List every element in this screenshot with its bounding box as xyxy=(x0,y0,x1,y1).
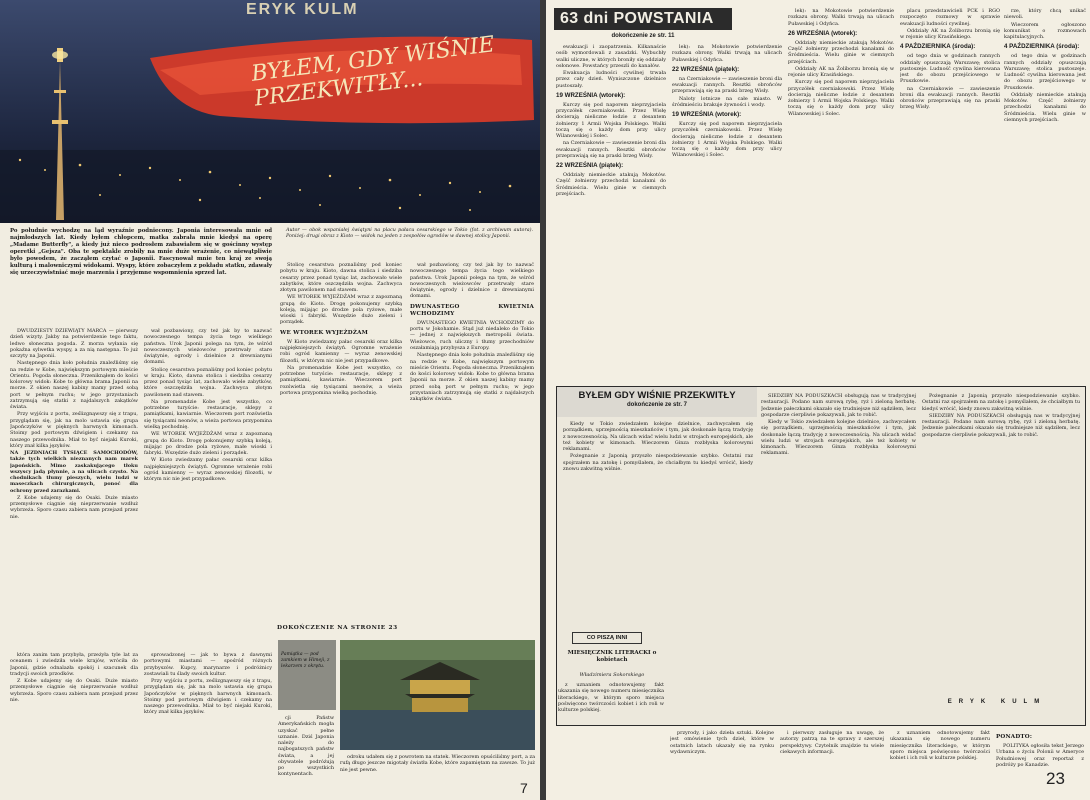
right-column-2 xyxy=(672,44,782,379)
box-column-2 xyxy=(761,393,916,653)
column-1 xyxy=(10,328,138,648)
paragraph: od tego dnia w godzinach rannych oddziały opuszczają Warszawę; stolica pustoszeje. Ludność cywilna kierowana jest do obozu przejściowego w Pruszkowie. xyxy=(1004,53,1086,91)
kyoto-photo xyxy=(340,640,535,750)
paragraph: na Czerniakowie — zawieszenie broni dla ewakuacji rannych. Resztki obrońców przeprawiają się na praski brzeg Wisły. xyxy=(672,75,782,95)
date-heading: 4 PAŹDZIERNIKA (środa): xyxy=(1004,43,1080,51)
paragraph: odroku udałem się z powrotem na statek. Wieczorem opuściliśmy port, a za rufą długo jeszcze migotały światła Kobe, które zapamiętam na zawsze. To już nie jest pewne. xyxy=(340,754,535,773)
article-title: BYŁEM, GDY WIŚNIE PRZEKWITŁY... xyxy=(250,32,496,112)
column-3 xyxy=(280,262,402,622)
paragraph: Kurczy się pod naporem nieprzyjaciela przyczółek czerniakowski. Przez Wisłę docierają nieliczne łodzie z desantem żołnierzy 1 Armii Wojska Polskiego. Walki toczą się o każdy dom przy ulicy Wilanowskiej i Solec. xyxy=(672,121,782,159)
bottom-column-4 xyxy=(340,754,535,794)
paragraph: wał pozbawiony, czy też jak by to nazwać nowoczesnego tempa życia tego wielkiego państwa. Urok Japonii polega na tym, że wśród nowoczesnych wieżowców przetrwały stare świątynie, ogrody i dzielnice z drewnianymi domami. xyxy=(144,328,272,366)
continued-from: dokończenie ze str. 11 xyxy=(611,33,675,39)
article-lead: Po południe wychodzę na ląd wyraźnie podniecony. Japonia interesowała mnie od najmłodszych lat. Kiedy byłem chłopcem, matka zabrała mnie kiedyś na operę „Madame Butterfly", a kiedy już nieco podrosłem zabawiałem się w gościnny występ operetki „Gejsza". Oba te spektakle zrobiły na mnie duże wrażenie, co niewątpliwie było powodem, że zacząłem czytać o Japonii. Fascynował mnie ten kraj ze swoją kulturą i malowniczymi widokami. Wyspy, które zobaczyłem z pokładu statku, zdawały się urzeczywistniać moje marzenia i przyjemne wspomnienia sprzed lat. xyxy=(10,228,272,277)
paragraph: Wieczorem ogłoszono komunikat o rozmowach kapitulacyjnych. xyxy=(1004,21,1086,41)
paragraph: SIEDZIBY NA PODUSZKACH obsługują nas w tradycyjnej restauracji. Podano nam surową rybę, ryż i zieloną herbatę. Jedzenie pałeczkami okazało się trudniejsze niż sądziłem, lecz gospodarze cierpliwie pokazywali, jak to robić. xyxy=(761,393,916,418)
paragraph: lek): na Mokotowie potwierdzenie rozkazu obrony. Walki trwają na ulicach Puławskiej i Odyńca. xyxy=(672,44,782,63)
section-heading: WE WTOREK WYJEŻDŻAM xyxy=(280,329,369,336)
paragraph: Kiedy w Tokio zwiedzałem kolejne dzielnice, zachwycałem się porządkiem, uprzejmością mieszkańców i tym, jak doskonale łączą tradycję z nowoczesnością. Na ulicach widać wielu ludzi w strojach europejskich, ale też kobiety w kimonach. Wieczorem Ginza rozbłyska kolorowymi reklamami. xyxy=(563,421,753,453)
box-title: BYŁEM GDY WIŚNIE PRZEKWITŁY xyxy=(578,390,736,401)
cover-photo-kobe-night xyxy=(0,0,540,223)
paragraph: Pożegnanie z Japonią przyszło niespodziewanie szybko. Ostatni raz spojrzałem na zatokę i pomyślałem, że chciałbym tu kiedyś wrócić, kiedy znowu zakwitną wiśnie. xyxy=(922,393,1080,412)
paragraph: Z Kobe udajemy się do Osaki. Duże miasto przemysłowe ciągnie się nieprzerwanie wzdłuż wybrzeża. Sporo czasu zabiera nam przejazd przez nie. xyxy=(10,678,138,703)
paragraph: i pierwszy zasługuje na uwagę, że autorzy patrzą na te sprawy z szerszej perspektywy. Czytelnik znajdzie tu wiele ciekawych informacji. xyxy=(780,730,884,755)
right-column-3 xyxy=(788,8,894,378)
paragraph: lek): na Mokotowie potwierdzenie rozkazu obrony. Walki trwają na ulicach Puławskiej i Odyńca. xyxy=(788,8,894,27)
paragraph: ewakuacji i zaopatrzenia. Kilkanaście osób wymordowali z zasadzki. Wybuchły walki uliczne, w których broniły się oddziały osłonowe. Powstańcy przeszli do kanałów. xyxy=(556,44,666,69)
paragraph: Oddziały AK na Żoliborzu bronią się w rejonie ulicy Krasińskiego. xyxy=(900,27,1000,41)
bottom-column-1 xyxy=(10,652,138,792)
pavilion-illustration xyxy=(340,640,535,750)
continued-note: DOKOŃCZENIE NA STRONIE 23 xyxy=(277,625,398,631)
author-name: ERYK KULM xyxy=(246,1,359,18)
paragraph: Oddziały niemieckie atakują Mokotów. Część żołnierzy przechodzi kanałami do Śródmieścia. Wielu ginie w ciemnych przejściach. xyxy=(556,172,666,197)
column-2 xyxy=(144,328,272,648)
paragraph: Oddziały AK na Żoliborzu bronią się w rejonie ulicy Krasińskiego. xyxy=(788,65,894,79)
paragraph: która zanim tam przybyła, przeżyła tyle lat za oceanem i zwiedziła wiele krajów, wróciła do Japonii, gdzie odnalazła spokój i szacunek dla tradycji swoich przodków. xyxy=(10,652,138,677)
paragraph: Następnego dnia koło południa znaleźliśmy się na redzie w Kobe, największym portowym mieście Orientu. Pogoda słoneczna. Przeniknąłem do kości kolorowy widok: Kobe to główna brama Japonii na morze. Z okien naszej kabiny mamy przed sobą port w pełnym ruchu; w jego przystaniach zatrzymują się statki z najdalszych zakątków świata. xyxy=(410,352,534,403)
date-heading: 19 WRZEŚNIA (wtorek): xyxy=(672,111,742,119)
paragraph: WE WTOREK WYJEŻDŻAM wraz z zapoznaną grupą do Kioto. Drogę pokonujemy szybką koleją, mijając po drodze pola ryżowe, małe wioski i fabryki. Wszędzie dużo zieleni i porządek. xyxy=(280,294,402,326)
paragraph: W Kioto zwiedzamy pałac cesarski oraz kilka najpiękniejszych świątyń. Ogromne wrażenie robi ogród kamienny — wyraz zenowskiej filozofii, w którym nic nie jest przypadkowe. xyxy=(280,338,402,364)
right-column-4 xyxy=(900,8,1000,378)
miesiecznik-subtitle: Władzimiera Sokorskiego xyxy=(579,672,645,678)
paragraph: DWUNASTEGO KWIETNIA WCHODZIMY do portu w Jokohamie. Stąd już niedaleko do Tokio — jednej z największych metropolii świata. Wieżowce, ruch uliczny i tłumy przechodniów oszałamiają przybysza z Europy. xyxy=(410,319,534,351)
paragraph: DWUDZIESTY DZIEWIĄTY MARCA — pierwszy dzień wizyty. Jakby na potwierdzenie tego faktu, ledwo słoneczna pogoda. Z morza wyłania się pokaźna sylwetka wyspy, a za nią następna. To już szczyty na Japonii. xyxy=(10,328,138,360)
bottom-right-column-2 xyxy=(670,730,774,794)
bottom-column-3 xyxy=(278,715,334,793)
ponadto-heading: PONADTO: xyxy=(996,734,1033,740)
photo-caption-small: Pamiątka — pod zamkiem w Himeji, z lekarzem z okrętu. xyxy=(281,652,330,669)
ponadto-block xyxy=(996,730,1084,780)
paragraph: Z Kobe udajemy się do Osaki. Duże miasto przemysłowe ciągnie się nieprzerwanie wzdłuż wybrzeża. Sporo czasu zabiera nam przejazd przez nie. xyxy=(10,494,138,520)
date-heading: 22 WRZEŚNIA (piątek): xyxy=(672,65,740,73)
paragraph: POLITYKA ogłosiła tekst Jerzego Urbana o życiu Polonii w Ameryce Południowej oraz reportaż z podróży po Kanadzie. xyxy=(996,743,1084,768)
box-subtitle: dokończenie ze str. 7 xyxy=(626,402,688,409)
bottom-column-2 xyxy=(144,652,272,792)
paragraph: z uznaniem odnotowujemy fakt ukazania się nowego numeru miesięcznika literackiego, w którym sporo miejsca poświęcono twórczości kobiet i ich roli w kulturze polskiej. xyxy=(890,730,990,762)
paragraph: rze, który chcą unikać niewoli. xyxy=(1004,8,1086,21)
date-heading: 22 WRZEŚNIA (piątek): xyxy=(556,162,624,170)
miesiecznik-title: MIESIĘCZNIK LITERACKI o kobietach xyxy=(567,650,657,664)
bottom-right-column-3 xyxy=(780,730,884,794)
paragraph: Kurczy się pod naporem nieprzyjaciela przyczółek czerniakowski. Przez Wisłę docierają nieliczne łodzie z desantem żołnierzy 1 Armii Wojska Polskiego. Walki toczą się o każdy dom przy ulicy Wilanowskiej i Solec. xyxy=(556,101,666,140)
date-heading: 4 PAŹDZIERNIKA (środa): xyxy=(900,43,976,51)
paragraph: Stolicę cesarstwa poznaliśmy pod koniec pobytu w kraju. Kioto, dawna stolica i siedziba cesarzy przez ponad tysiąc lat, zachowało wiele zabytków, które oszczędziła wojna. Zachwyca złotym pawilonem nad stawem. xyxy=(280,262,402,294)
column-4 xyxy=(410,262,534,622)
paragraph: przyrody, i jako dzieła sztuki. Kolejne jest omówienie tych dzieł, które w ostatnich latach ukazały się na rynku wydawniczym. xyxy=(670,730,774,755)
paragraph: Oddziały niemieckie atakują Mokotów. Część żołnierzy przechodzi kanałami do Śródmieścia. Wielu ginie w ciemnych przejściach. xyxy=(1004,91,1086,123)
bottom-right-column-4 xyxy=(890,730,990,794)
paragraph: wał pozbawiony, czy też jak by to nazwać nowoczesnego tempa życia tego wielkiego państwa. Urok Japonii polega na tym, że wśród nowoczesnych wieżowców przetrwały stare świątynie, ogrody i dzielnice z drewnianymi domami. xyxy=(410,262,534,300)
paragraph: Naloty lotnicze na całe miasto. W śródmieściu brakuje żywności i wody. xyxy=(672,95,782,108)
page-number: 23 xyxy=(1046,769,1065,788)
paragraph: Pożegnanie z Japonią przyszło niespodziewanie szybko. Ostatni raz spojrzałem na zatokę i pomyślałem, że chciałbym tu kiedyś wrócić, kiedy znowu zakwitną wiśnie. xyxy=(563,453,753,472)
paragraph: Przy wyjściu z portu, ześlizgnąwszy się z trapu, przyglądam się, jak na molo ustawia się grupa Japończyków w pięknych barwnych kimonach. Stoimy pod portowym dźwigiem i czekamy na naszego przewodnika. Miał to być niejaki Kuroki, który znał kilka języków. xyxy=(144,678,272,716)
paragraph: placu przedstawicieli PCK i RGO rozpoczęto rozmowy w sprawie ewakuacji ludności cywilnej. xyxy=(900,8,1000,27)
right-page xyxy=(546,0,1090,800)
section-heading: DWUNASTEGO KWIETNIA WCHODZIMY xyxy=(410,303,534,317)
photo-caption: Autor — obok wspaniałej świątyni na placu pałacu cesarskiego w Tokio (fot. z archiwum autora). Poniżej: drugi obraz z Kioto — widok na jeden z zespołów ogrodów w dawnej stolicy Japonii. xyxy=(286,228,533,240)
paragraph: NA JEZDNIACH TYSIĄCE SAMOCHODÓW, także tych wielkich nieznanych nam marek japońskich. Mimo zaskakującego tłoku wszyscy jadą płynnie, a na ulicach czysto. Na chodnikach tłumy pieszych, wielu ludzi w maseczkach chirurgicznych, ponoć dla ochrony przed zarazkami. xyxy=(10,450,138,494)
paragraph: sprowadzonej — jak to bywa z dawnymi portowymi miastami — spośród różnych przybyszów. Kupcy, marynarze i podróżnicy zostawiali tu ślady swoich kultur. xyxy=(144,652,272,677)
paragraph: W Kioto zwiedzamy pałac cesarski oraz kilka najpiękniejszych świątyń. Ogromne wrażenie robi ogród kamienny — wyraz zenowskiej filozofii, w którym nic nie jest przypadkowe. xyxy=(144,457,272,483)
box-header xyxy=(557,387,757,417)
paragraph: Oddziały niemieckie atakują Mokotów. Część żołnierzy przechodzi kanałami do Śródmieścia. Wielu ginie w ciemnych przejściach. xyxy=(788,39,894,65)
paragraph: Kurczy się pod naporem nieprzyjaciela przyczółek czerniakowski. Przez Wisłę docierają nieliczne łodzie z desantem żołnierzy 1 Armii Wojska Polskiego. Walki toczą się o każdy dom przy ulicy Wilanowskiej i Solec. xyxy=(788,79,894,117)
section-title: 63 dni POWSTANIA xyxy=(554,8,732,30)
box-column-3 xyxy=(922,393,1080,693)
page-number: 7 xyxy=(520,780,528,796)
date-heading: 26 WRZEŚNIA (wtorek): xyxy=(788,29,858,37)
date-heading: 19 WRZEŚNIA (wtorek): xyxy=(556,91,626,99)
bottom-right-column-1 xyxy=(558,682,664,794)
paragraph: Przy wyjściu z portu, ześlizgnąwszy się z trapu, przyglądam się, jak na molo ustawia się grupa Japończyków w pięknych barwnych kimonach. Stoimy pod portowym dźwigiem i czekamy na naszego przewodnika. Miał to być niejaki Kuroki, który znał kilka języków. xyxy=(10,411,138,449)
paragraph: Stolicę cesarstwa poznaliśmy pod koniec pobytu w kraju. Kioto, dawna stolica i siedziba cesarzy przez ponad tysiąc lat, zachowało wiele zabytków, które oszczędziła wojna. Zachwyca złotym pawilonem nad stawem. xyxy=(144,366,272,398)
paragraph: z uznaniem odnotowujemy fakt ukazania się nowego numeru miesięcznika literackiego, w którym sporo miejsca poświęcono twórczości kobiet i ich roli w kulturze polskiej. xyxy=(558,682,664,714)
paragraph: Na promenadzie Kobe jest wszystko, co potrzebne turyście: restauracje, sklepy z pamiątkami, kawiarnie. Wieczorem port rozświetla się tysiącami neonów, a wieża portowa przypomina wielką pochodnię. xyxy=(144,398,272,430)
right-column-1 xyxy=(556,44,666,379)
night-city-illustration xyxy=(0,0,540,223)
paragraph: od tego dnia w godzinach rannych oddziały opuszczają Warszawę; stolica pustoszeje. Ludność cywilna kierowana jest do obozu przejściowego w Pruszkowie. xyxy=(900,53,1000,85)
paragraph: cji Państw Amerykańskich mogła uzyskać pełne uznanie. Dziś Japonia należy do najbogatszych państw świata, a jej obywatele podróżują po wszystkich kontynentach. xyxy=(278,715,334,778)
paragraph: WE WTOREK WYJEŻDŻAM wraz z zapoznaną grupą do Kioto. Drogę pokonujemy szybką koleją, mijając po drodze pola ryżowe, małe wioski i fabryki. Wszędzie dużo zieleni i porządek. xyxy=(144,431,272,457)
small-photo xyxy=(278,640,336,710)
article-signature: ERYK KULM xyxy=(947,699,1047,705)
paragraph: Kiedy w Tokio zwiedzałem kolejne dzielnice, zachwycałem się porządkiem, uprzejmością mieszkańców i tym, jak doskonale łączą tradycję z nowoczesnością. Na ulicach widać wielu ludzi w strojach europejskich, ale też kobiety w kimonach. Wieczorem Ginza rozbłyska kolorowymi reklamami. xyxy=(761,419,916,457)
box-column-1 xyxy=(563,421,753,641)
paragraph: na Czerniakowie — zawieszenie broni dla ewakuacji rannych. Resztki obrońców przeprawiają się na praski brzeg Wisły. xyxy=(556,140,666,159)
co-pisza-inni-label: CO PISZĄ INNI xyxy=(572,632,642,644)
paragraph: Następnego dnia koło południa znaleźliśmy się na redzie w Kobe, największym portowym mieście Orientu. Pogoda słoneczna. Przeniknąłem do kości kolorowy widok: Kobe to główna brama Japonii na morze. Z okien naszej kabiny mamy przed sobą port w pełnym ruchu; w jego przystaniach zatrzymują się statki z najdalszych zakątków świata. xyxy=(10,360,138,411)
left-page xyxy=(0,0,540,800)
paragraph: SIEDZIBY NA PODUSZKACH obsługują nas w tradycyjnej restauracji. Podano nam surową rybę, ryż i zieloną herbatę. Jedzenie pałeczkami okazało się trudniejsze niż sądziłem, lecz gospodarze cierpliwie pokazywali, jak to robić. xyxy=(922,412,1080,438)
paragraph: Ewakuacja ludności cywilnej trwała przez cały dzień. Wyniszczone dzielnice pustoszały. xyxy=(556,70,666,89)
paragraph: Na promenadzie Kobe jest wszystko, co potrzebne turyście: restauracje, sklepy z pamiątkami, kawiarnie. Wieczorem port rozświetla się tysiącami neonów, a wieża portowa przypomina wielką pochodnię. xyxy=(280,364,402,396)
right-column-5 xyxy=(1004,8,1086,388)
paragraph: na Czerniakowie — zawieszenie broni dla ewakuacji rannych. Resztki obrońców przeprawiają się na praski brzeg Wisły. xyxy=(900,85,1000,111)
